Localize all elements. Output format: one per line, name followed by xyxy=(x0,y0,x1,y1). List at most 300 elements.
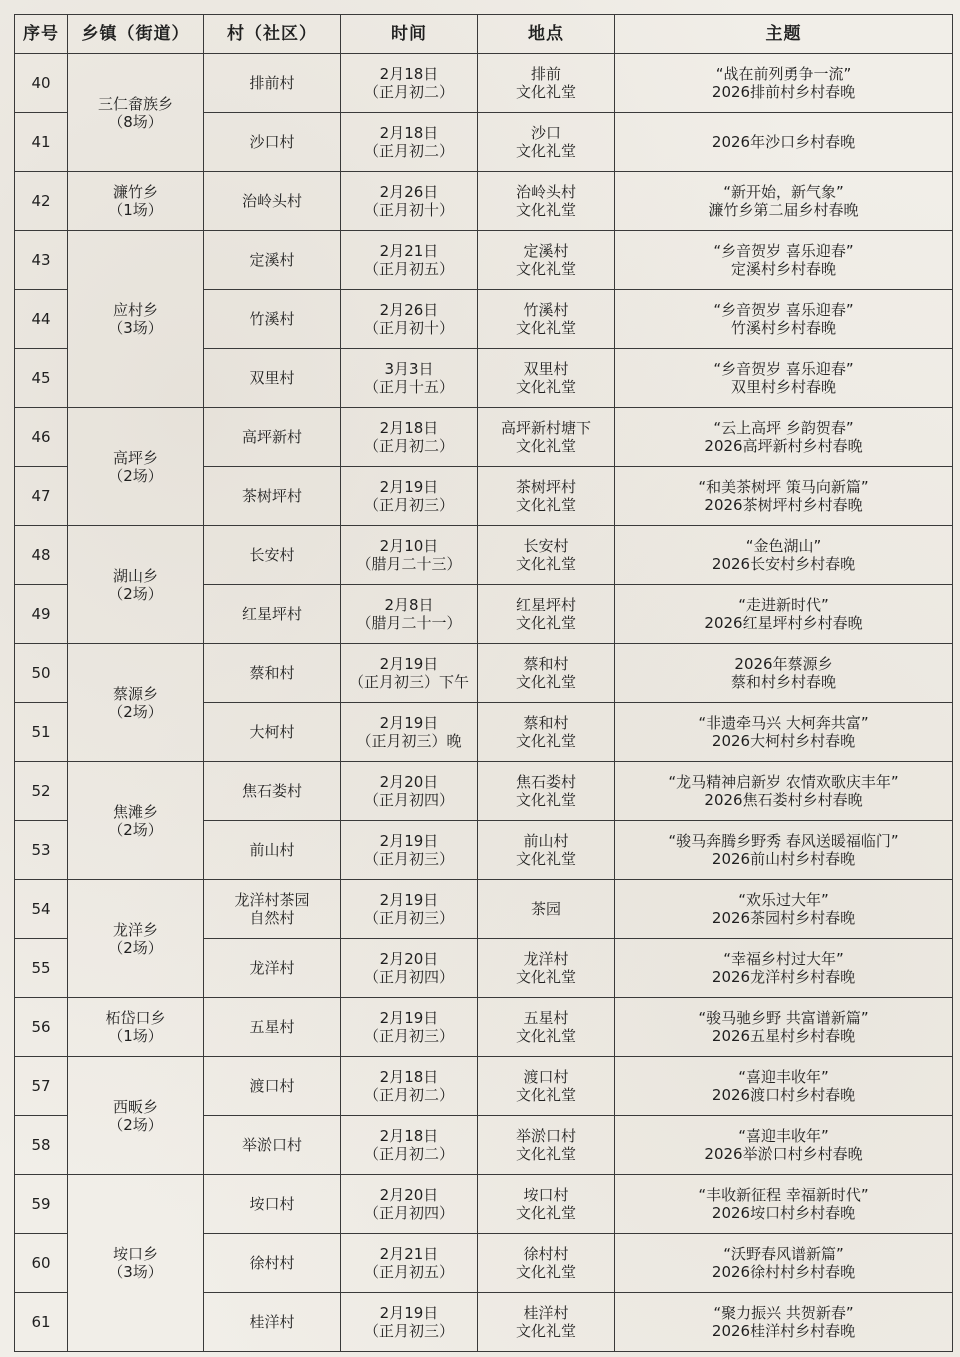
time-cell-line: 2月8日 xyxy=(384,596,434,614)
town-cell-line: 焦滩乡 xyxy=(112,802,158,821)
village-cell xyxy=(204,467,341,526)
theme-cell xyxy=(615,762,953,821)
place-cell xyxy=(478,526,615,585)
village-cell xyxy=(204,762,341,821)
theme-cell-line: 2026年沙口乡村春晚 xyxy=(711,133,856,151)
town-cell xyxy=(68,54,204,172)
time-cell-line: （正月初二） xyxy=(363,83,454,101)
header-village: 村（社区） xyxy=(204,15,341,54)
place-cell-line: 文化礼堂 xyxy=(515,673,576,691)
time-cell xyxy=(341,1057,478,1116)
time-cell xyxy=(341,585,478,644)
time-cell xyxy=(341,1175,478,1234)
place-cell-line: 治岭头村 xyxy=(515,183,576,201)
table-row xyxy=(15,54,953,113)
village-cell-line: 竹溪村 xyxy=(249,310,295,328)
village-cell-line: 焦石娄村 xyxy=(241,782,302,800)
place-cell-line: 文化礼堂 xyxy=(515,437,576,455)
town-cell-line: （2场） xyxy=(108,466,163,485)
time-cell xyxy=(341,54,478,113)
time-cell xyxy=(341,290,478,349)
theme-cell xyxy=(615,349,953,408)
place-cell-line: 文化礼堂 xyxy=(515,319,576,337)
time-cell-line: （正月初五） xyxy=(363,1263,454,1281)
theme-cell-line: “龙马精神启新岁 农情欢歌庆丰年” xyxy=(668,773,899,791)
village-cell xyxy=(204,1175,341,1234)
town-cell-line: （1场） xyxy=(108,201,163,219)
place-cell xyxy=(478,1116,615,1175)
theme-cell xyxy=(615,231,953,290)
theme-cell xyxy=(615,1234,953,1293)
header-time: 时间 xyxy=(341,15,478,54)
time-cell-line: （正月初二） xyxy=(363,437,454,455)
theme-cell-line: 2026茶园村乡村春晚 xyxy=(711,909,856,927)
time-cell xyxy=(341,231,478,290)
place-cell-line: 定溪村 xyxy=(523,242,569,260)
time-cell-line: （正月初三） xyxy=(363,1027,454,1045)
village-cell xyxy=(204,172,341,231)
town-cell-line: （3场） xyxy=(108,319,163,337)
village-cell xyxy=(204,939,341,998)
town-cell xyxy=(68,526,204,644)
town-cell-line: （2场） xyxy=(108,702,163,721)
row-number: 57 xyxy=(15,1057,68,1116)
time-cell-line: 2月21日 xyxy=(379,242,439,260)
town-cell-line: （3场） xyxy=(108,1263,163,1281)
time-cell-line: （正月初三） xyxy=(363,1322,454,1340)
row-number: 43 xyxy=(15,231,68,290)
town-cell-line: 三仁畲族乡 xyxy=(97,94,173,113)
place-cell xyxy=(478,585,615,644)
time-cell xyxy=(341,644,478,703)
theme-cell-line: 2026徐村村乡村春晚 xyxy=(711,1263,856,1281)
village-cell-line: 蔡和村 xyxy=(249,664,295,682)
time-cell-line: （正月初四） xyxy=(363,791,454,809)
place-cell-line: 茶树坪村 xyxy=(515,478,576,496)
time-cell xyxy=(341,1293,478,1352)
theme-cell-line: 2026大柯村乡村春晚 xyxy=(711,732,856,750)
theme-cell-line: “走进新时代” xyxy=(738,596,829,614)
place-cell xyxy=(478,1293,615,1352)
time-cell xyxy=(341,408,478,467)
theme-cell-line: 2026举淤口村乡村春晚 xyxy=(704,1145,863,1163)
place-cell-line: 红星坪村 xyxy=(515,596,576,614)
town-cell-line: 龙洋乡 xyxy=(112,920,158,939)
place-cell-line: 文化礼堂 xyxy=(515,555,576,573)
row-number: 51 xyxy=(15,703,68,762)
place-cell-line: 长安村 xyxy=(523,537,569,555)
time-cell-line: （正月初十） xyxy=(363,319,454,337)
time-cell xyxy=(341,1116,478,1175)
village-cell-line: 垵口村 xyxy=(249,1195,295,1213)
time-cell xyxy=(341,703,478,762)
village-cell xyxy=(204,880,341,939)
row-number: 58 xyxy=(15,1116,68,1175)
town-cell-line: 湖山乡 xyxy=(112,566,158,585)
place-cell-line: 徐村村 xyxy=(523,1245,569,1263)
time-cell-line: （正月初三） xyxy=(363,850,454,868)
town-cell-line: 蔡源乡 xyxy=(112,684,158,703)
theme-cell xyxy=(615,585,953,644)
row-number: 45 xyxy=(15,349,68,408)
row-number: 44 xyxy=(15,290,68,349)
theme-cell-line: 定溪村乡村春晚 xyxy=(730,260,836,278)
theme-cell xyxy=(615,1175,953,1234)
place-cell-line: 文化礼堂 xyxy=(515,732,576,750)
time-cell-line: 3月3日 xyxy=(384,360,434,378)
place-cell-line: 文化礼堂 xyxy=(515,142,576,160)
place-cell xyxy=(478,880,615,939)
row-number: 50 xyxy=(15,644,68,703)
row-number: 56 xyxy=(15,998,68,1057)
schedule-table xyxy=(14,14,953,1352)
time-cell-line: （正月初五） xyxy=(363,260,454,278)
header-row xyxy=(15,15,953,54)
time-cell-line: 2月18日 xyxy=(379,1127,439,1145)
time-cell-line: 2月19日 xyxy=(379,891,439,909)
table-row xyxy=(15,172,953,231)
theme-cell-line: 蔡和村乡村春晚 xyxy=(730,673,836,691)
row-number: 49 xyxy=(15,585,68,644)
village-cell-line: 自然村 xyxy=(249,909,295,927)
place-cell-line: 前山村 xyxy=(523,832,569,850)
row-number: 55 xyxy=(15,939,68,998)
village-cell-line: 长安村 xyxy=(249,546,295,564)
time-cell-line: 2月18日 xyxy=(379,419,439,437)
theme-cell-line: 2026长安村乡村春晚 xyxy=(711,555,856,573)
theme-cell-line: “新开始，新气象” xyxy=(723,183,844,201)
place-cell-line: 文化礼堂 xyxy=(515,1145,576,1163)
time-cell-line: （正月初二） xyxy=(363,1145,454,1163)
village-cell-line: 红星坪村 xyxy=(241,605,302,623)
schedule-body xyxy=(15,54,953,1352)
time-cell-line: 2月18日 xyxy=(379,65,439,83)
table-row xyxy=(15,998,953,1057)
place-cell-line: 茶园 xyxy=(530,900,561,918)
village-cell-line: 沙口村 xyxy=(249,133,295,151)
time-cell-line: 2月20日 xyxy=(379,773,439,791)
row-number: 53 xyxy=(15,821,68,880)
village-cell-line: 排前村 xyxy=(249,74,295,92)
time-cell xyxy=(341,821,478,880)
village-cell-line: 举淤口村 xyxy=(241,1136,302,1154)
town-cell xyxy=(68,644,204,762)
time-cell xyxy=(341,349,478,408)
table-row xyxy=(15,408,953,467)
time-cell-line: （腊月二十一） xyxy=(356,614,462,632)
place-cell-line: 五星村 xyxy=(523,1009,569,1027)
place-cell xyxy=(478,1057,615,1116)
town-cell-line: 柘岱口乡 xyxy=(105,1009,166,1027)
village-cell xyxy=(204,290,341,349)
town-cell-line: 应村乡 xyxy=(112,301,158,319)
time-cell-line: （正月初四） xyxy=(363,968,454,986)
theme-cell-line: 濂竹乡第二届乡村春晚 xyxy=(708,201,859,219)
town-cell-line: 濂竹乡 xyxy=(112,183,158,201)
place-cell-line: 蔡和村 xyxy=(523,655,569,673)
row-number: 41 xyxy=(15,113,68,172)
town-cell-line: （2场） xyxy=(108,938,163,957)
town-cell xyxy=(68,231,204,408)
theme-cell-line: “非遗牵马兴 大柯奔共富” xyxy=(698,714,869,732)
theme-cell-line: “欢乐过大年” xyxy=(738,891,829,909)
time-cell xyxy=(341,113,478,172)
village-cell-line: 龙洋村 xyxy=(249,959,295,977)
town-cell xyxy=(68,1057,204,1175)
place-cell-line: 沙口 xyxy=(530,124,561,142)
header-theme: 主题 xyxy=(615,15,953,54)
town-cell xyxy=(68,408,204,526)
theme-cell-line: 2026前山村乡村春晚 xyxy=(711,850,856,868)
place-cell-line: 高坪新村塘下 xyxy=(500,419,591,437)
theme-cell xyxy=(615,703,953,762)
town-cell xyxy=(68,1175,204,1352)
table-row xyxy=(15,1175,953,1234)
time-cell-line: 2月19日 xyxy=(379,832,439,850)
theme-cell-line: 2026年蔡源乡 xyxy=(734,655,833,673)
place-cell xyxy=(478,998,615,1057)
place-cell-line: 龙洋村 xyxy=(523,950,569,968)
theme-cell xyxy=(615,113,953,172)
time-cell-line: （正月初四） xyxy=(363,1204,454,1222)
town-cell-line: （2场） xyxy=(108,820,163,839)
place-cell-line: 排前 xyxy=(530,65,561,83)
place-cell-line: 文化礼堂 xyxy=(515,201,576,219)
time-cell-line: 2月26日 xyxy=(379,301,439,319)
time-cell xyxy=(341,762,478,821)
village-cell-line: 桂洋村 xyxy=(249,1313,295,1331)
table-row xyxy=(15,644,953,703)
village-cell xyxy=(204,998,341,1057)
place-cell xyxy=(478,821,615,880)
place-cell xyxy=(478,703,615,762)
town-cell-line: 西畈乡 xyxy=(112,1097,158,1116)
place-cell-line: 文化礼堂 xyxy=(515,1027,576,1045)
village-cell xyxy=(204,585,341,644)
village-cell xyxy=(204,821,341,880)
place-cell xyxy=(478,349,615,408)
theme-cell-line: 2026高坪新村乡村春晚 xyxy=(704,437,863,455)
village-cell xyxy=(204,113,341,172)
row-number: 47 xyxy=(15,467,68,526)
theme-cell xyxy=(615,939,953,998)
theme-cell-line: 2026桂洋村乡村春晚 xyxy=(711,1322,856,1340)
time-cell-line: 2月19日 xyxy=(379,1009,439,1027)
time-cell-line: 2月19日 xyxy=(379,714,439,732)
theme-cell-line: “金色湖山” xyxy=(745,537,822,555)
header-place: 地点 xyxy=(478,15,615,54)
theme-cell xyxy=(615,467,953,526)
theme-cell xyxy=(615,172,953,231)
village-cell xyxy=(204,1116,341,1175)
row-number: 52 xyxy=(15,762,68,821)
time-cell-line: （正月十五） xyxy=(363,378,454,396)
time-cell-line: 2月20日 xyxy=(379,1186,439,1204)
town-cell-line: （2场） xyxy=(108,1115,163,1134)
town-cell-line: 垵口乡 xyxy=(112,1245,158,1263)
time-cell xyxy=(341,1234,478,1293)
place-cell xyxy=(478,762,615,821)
time-cell xyxy=(341,172,478,231)
row-number: 59 xyxy=(15,1175,68,1234)
time-cell-line: （正月初三）下午 xyxy=(348,673,469,691)
village-cell xyxy=(204,1234,341,1293)
row-number: 40 xyxy=(15,54,68,113)
time-cell xyxy=(341,880,478,939)
place-cell-line: 举淤口村 xyxy=(515,1127,576,1145)
village-cell xyxy=(204,644,341,703)
village-cell-line: 定溪村 xyxy=(249,251,295,269)
theme-cell-line: “喜迎丰收年” xyxy=(738,1127,829,1145)
theme-cell xyxy=(615,998,953,1057)
theme-cell xyxy=(615,1057,953,1116)
village-cell-line: 徐村村 xyxy=(249,1254,295,1272)
place-cell-line: 文化礼堂 xyxy=(515,496,576,514)
time-cell-line: 2月18日 xyxy=(379,124,439,142)
village-cell-line: 高坪新村 xyxy=(241,428,302,446)
place-cell xyxy=(478,1175,615,1234)
place-cell-line: 焦石娄村 xyxy=(515,773,576,791)
place-cell-line: 文化礼堂 xyxy=(515,1204,576,1222)
town-cell xyxy=(68,172,204,231)
village-cell-line: 治岭头村 xyxy=(241,192,302,210)
time-cell xyxy=(341,998,478,1057)
theme-cell-line: 2026垵口村乡村春晚 xyxy=(711,1204,856,1222)
theme-cell-line: 2026龙洋村乡村春晚 xyxy=(711,968,856,986)
theme-cell xyxy=(615,1116,953,1175)
time-cell-line: （正月初三） xyxy=(363,496,454,514)
place-cell xyxy=(478,939,615,998)
row-number: 54 xyxy=(15,880,68,939)
place-cell xyxy=(478,644,615,703)
row-number: 42 xyxy=(15,172,68,231)
place-cell-line: 文化礼堂 xyxy=(515,968,576,986)
place-cell-line: 文化礼堂 xyxy=(515,1263,576,1281)
time-cell-line: （正月初二） xyxy=(363,1086,454,1104)
theme-cell-line: “云上高坪 乡韵贺春” xyxy=(713,419,854,437)
theme-cell-line: 2026渡口村乡村春晚 xyxy=(711,1086,856,1104)
table-row xyxy=(15,880,953,939)
row-number: 61 xyxy=(15,1293,68,1352)
theme-cell-line: 2026茶树坪村乡村春晚 xyxy=(704,496,863,514)
village-cell xyxy=(204,231,341,290)
place-cell xyxy=(478,113,615,172)
theme-cell-line: 2026五星村乡村春晚 xyxy=(711,1027,856,1045)
header-no: 序号 xyxy=(15,15,68,54)
place-cell-line: 文化礼堂 xyxy=(515,614,576,632)
theme-cell-line: “乡音贺岁 喜乐迎春” xyxy=(713,301,854,319)
theme-cell-line: “乡音贺岁 喜乐迎春” xyxy=(713,360,854,378)
place-cell xyxy=(478,408,615,467)
theme-cell-line: “战在前列勇争一流” xyxy=(715,65,852,83)
town-cell-line: 高坪乡 xyxy=(112,448,158,467)
place-cell-line: 桂洋村 xyxy=(523,1304,569,1322)
place-cell-line: 蔡和村 xyxy=(523,714,569,732)
village-cell xyxy=(204,408,341,467)
village-cell xyxy=(204,526,341,585)
place-cell-line: 文化礼堂 xyxy=(515,378,576,396)
village-cell xyxy=(204,703,341,762)
theme-cell-line: 2026焦石娄村乡村春晚 xyxy=(704,791,863,809)
time-cell-line: 2月19日 xyxy=(379,478,439,496)
place-cell-line: 双里村 xyxy=(523,360,569,378)
place-cell-line: 文化礼堂 xyxy=(515,1322,576,1340)
town-cell xyxy=(68,998,204,1057)
theme-cell-line: “喜迎丰收年” xyxy=(738,1068,829,1086)
time-cell-line: 2月26日 xyxy=(379,183,439,201)
time-cell-line: 2月10日 xyxy=(379,537,439,555)
row-number: 48 xyxy=(15,526,68,585)
place-cell-line: 文化礼堂 xyxy=(515,83,576,101)
time-cell xyxy=(341,939,478,998)
village-cell xyxy=(204,1293,341,1352)
place-cell xyxy=(478,54,615,113)
time-cell-line: （正月初十） xyxy=(363,201,454,219)
row-number: 60 xyxy=(15,1234,68,1293)
theme-cell-line: “乡音贺岁 喜乐迎春” xyxy=(713,242,854,260)
row-number: 46 xyxy=(15,408,68,467)
place-cell xyxy=(478,1234,615,1293)
theme-cell xyxy=(615,54,953,113)
village-cell-line: 渡口村 xyxy=(249,1077,295,1095)
place-cell-line: 文化礼堂 xyxy=(515,850,576,868)
village-cell xyxy=(204,349,341,408)
time-cell-line: （腊月二十三） xyxy=(356,555,462,573)
time-cell-line: （正月初二） xyxy=(363,142,454,160)
theme-cell xyxy=(615,290,953,349)
town-cell xyxy=(68,762,204,880)
town-cell-line: （1场） xyxy=(108,1027,163,1045)
village-cell-line: 大柯村 xyxy=(249,723,295,741)
table-row xyxy=(15,231,953,290)
time-cell xyxy=(341,467,478,526)
place-cell xyxy=(478,290,615,349)
header-town: 乡镇（街道） xyxy=(68,15,204,54)
time-cell-line: 2月20日 xyxy=(379,950,439,968)
place-cell xyxy=(478,467,615,526)
theme-cell-line: “骏马奔腾乡野秀 春风送暖福临门” xyxy=(668,832,899,850)
theme-cell-line: “骏马驰乡野 共富谱新篇” xyxy=(698,1009,869,1027)
time-cell-line: 2月19日 xyxy=(379,1304,439,1322)
village-cell-line: 双里村 xyxy=(249,369,295,387)
village-cell-line: 茶树坪村 xyxy=(241,487,302,505)
village-cell-line: 五星村 xyxy=(249,1018,295,1036)
place-cell-line: 渡口村 xyxy=(523,1068,569,1086)
time-cell-line: 2月21日 xyxy=(379,1245,439,1263)
theme-cell-line: 双里村乡村春晚 xyxy=(730,378,836,396)
theme-cell-line: 竹溪村乡村春晚 xyxy=(730,319,836,337)
time-cell-line: （正月初三） xyxy=(363,909,454,927)
theme-cell-line: 2026排前村乡村春晚 xyxy=(711,83,856,101)
table-row xyxy=(15,1057,953,1116)
place-cell-line: 垵口村 xyxy=(523,1186,569,1204)
village-cell xyxy=(204,54,341,113)
time-cell-line: （正月初三）晚 xyxy=(356,732,462,750)
time-cell-line: 2月18日 xyxy=(379,1068,439,1086)
place-cell-line: 文化礼堂 xyxy=(515,1086,576,1104)
village-cell xyxy=(204,1057,341,1116)
place-cell-line: 文化礼堂 xyxy=(515,260,576,278)
table-row xyxy=(15,526,953,585)
time-cell-line: 2月19日 xyxy=(379,655,439,673)
theme-cell-line: “聚力振兴 共贺新春” xyxy=(713,1304,854,1322)
theme-cell-line: “丰收新征程 幸福新时代” xyxy=(698,1186,869,1204)
theme-cell-line: 2026红星坪村乡村春晚 xyxy=(704,614,863,632)
theme-cell xyxy=(615,644,953,703)
theme-cell-line: “幸福乡村过大年” xyxy=(723,950,844,968)
theme-cell-line: “和美茶树坪 策马向新篇” xyxy=(698,478,869,496)
place-cell-line: 竹溪村 xyxy=(523,301,569,319)
